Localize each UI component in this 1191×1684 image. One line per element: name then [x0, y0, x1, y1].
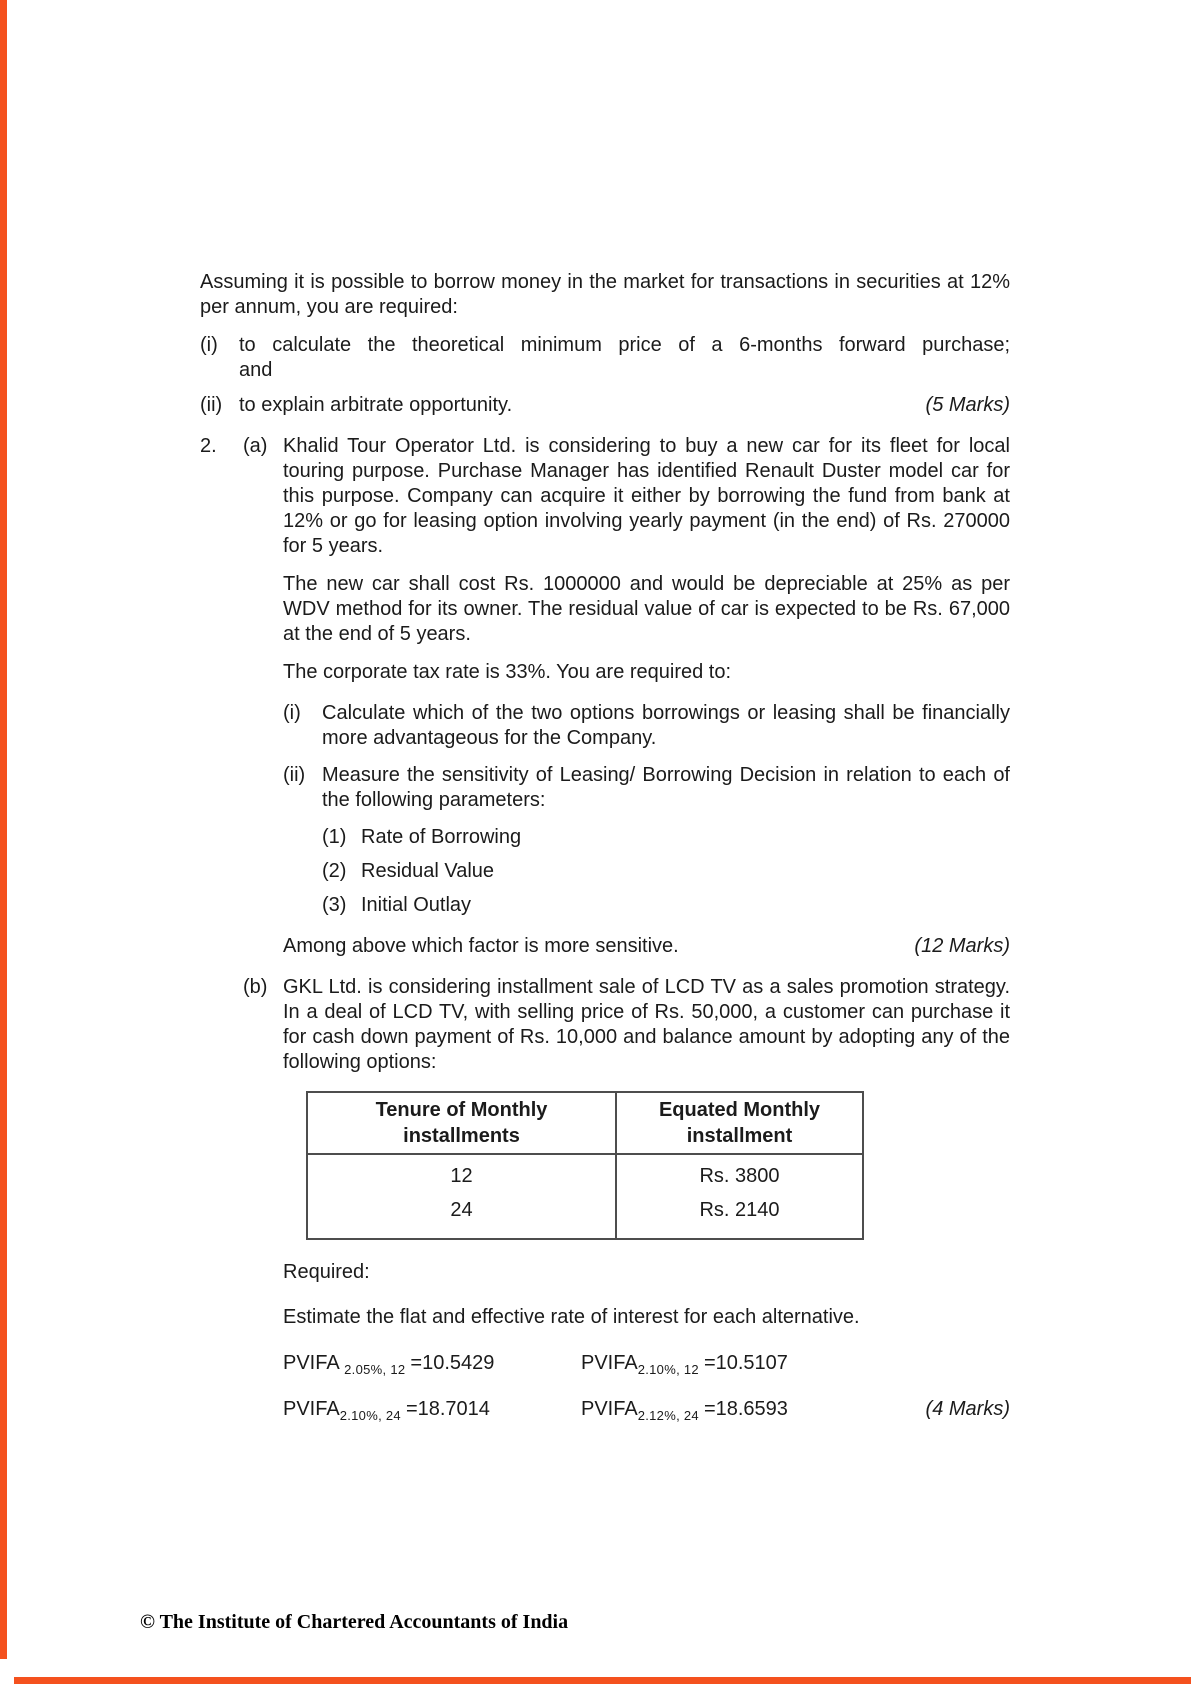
pvifa-value: =18.7014 — [405, 1398, 490, 1420]
pvifa-name: PVIFA — [581, 1398, 638, 1420]
pvifa-factor — [581, 1397, 788, 1422]
part-a-paragraph-3: The corporate tax rate is 33%. You are required to: — [283, 661, 732, 683]
marks-label: (12 Marks) — [914, 935, 1010, 957]
pvifa-name: PVIFA — [581, 1352, 638, 1374]
pvifa-subscript: 2.12%, 24 — [637, 1408, 699, 1423]
table-row — [307, 1154, 863, 1193]
part-a-item-ii — [283, 763, 1010, 813]
marks-label: (5 Marks) — [925, 394, 1010, 416]
pvifa-line-2 — [283, 1397, 1010, 1422]
part-b-body — [283, 975, 1010, 1443]
intro-paragraph: Assuming it is possible to borrow money in the market for transactions in securities at 12% per annum, you are required: — [200, 271, 1010, 318]
list-item-ii — [200, 393, 1010, 418]
footer-copyright: © The Institute of Chartered Accountants of India — [140, 1611, 569, 1633]
pvifa-subscript: 2.10%, 24 — [339, 1408, 401, 1423]
pvifa-value: =18.6593 — [703, 1398, 788, 1420]
closing-text: Among above which factor is more sensitive. — [283, 935, 679, 957]
item-text: Initial Outlay — [361, 894, 472, 916]
part-label-a: (a) — [243, 435, 268, 457]
item-label: (3) — [322, 894, 347, 916]
table-header-row — [307, 1092, 863, 1154]
item-text: Rate of Borrowing — [361, 826, 522, 848]
part-a-paragraph-1: Khalid Tour Operator Ltd. is considering to buy a new car for its fleet for local touring purpose. Purchase Manager has identified Renault Duster model car for this purpose. Company can acquire it either by borrowing the fund from bank at 12% or go for leasing option involving yearly payment (in the end) of Rs. 270000 for 5 years. — [283, 435, 1010, 557]
bottom-accent-bar — [14, 1677, 1191, 1684]
part-a-item-i — [283, 701, 1010, 751]
item-text-line2: and — [239, 359, 273, 381]
item-text: Measure the sensitivity of Leasing/ Borrowing Decision in relation to each of the following parameters: — [322, 764, 1010, 811]
part-a-closing — [283, 934, 1010, 959]
table-header-cell: Equated Monthly installment — [616, 1092, 863, 1154]
item-text-content: to explain arbitrate opportunity. — [239, 394, 513, 416]
pvifa-subscript: 2.05%, 12 — [344, 1362, 406, 1377]
item-text-line1: to calculate the theoretical minimum price of a 6-months forward purchase; — [239, 334, 1010, 356]
item-text: Calculate which of the two options borrowings or leasing shall be financially more advantageous for the Company. — [322, 702, 1010, 749]
question-number: 2. — [200, 435, 217, 457]
page-content — [200, 270, 1010, 1443]
item-label: (2) — [322, 860, 347, 882]
pvifa-value: =10.5429 — [410, 1352, 495, 1374]
sub-item-2 — [322, 859, 1010, 884]
item-label: (ii) — [200, 394, 223, 416]
estimate-text: Estimate the flat and effective rate of interest for each alternative. — [283, 1306, 860, 1328]
part-b-paragraph-1: GKL Ltd. is considering installment sale of LCD TV as a sales promotion strategy. In a deal of LCD TV, with selling price of Rs. 50,000, a customer can purchase it for cash down payment of Rs. 10,000 and balance amount by adopting any of the following options: — [283, 976, 1010, 1073]
item-label: (1) — [322, 826, 347, 848]
pvifa-factor — [283, 1351, 581, 1376]
question-2b — [200, 975, 1010, 1443]
item-text — [239, 333, 1010, 383]
item-label: (i) — [200, 334, 218, 356]
item-text: Residual Value — [361, 860, 495, 882]
table-cell: 24 — [307, 1193, 616, 1239]
list-item-i — [200, 333, 1010, 383]
table-header-cell: Tenure of Monthly installments — [307, 1092, 616, 1154]
table-cell: 12 — [307, 1154, 616, 1193]
item-text — [239, 393, 1010, 418]
item-label: (i) — [283, 702, 301, 724]
required-label: Required: — [283, 1261, 370, 1283]
pvifa-value: =10.5107 — [703, 1352, 788, 1374]
left-accent-bar — [0, 0, 7, 1659]
item-label: (ii) — [283, 764, 306, 786]
pvifa-name: PVIFA — [283, 1398, 340, 1420]
table-cell: Rs. 2140 — [616, 1193, 863, 1239]
pvifa-factor — [581, 1351, 788, 1376]
table-row — [307, 1193, 863, 1239]
pvifa-subscript: 2.10%, 12 — [637, 1362, 699, 1377]
pvifa-line-1 — [283, 1351, 1010, 1376]
part-a-paragraph-2: The new car shall cost Rs. 1000000 and would be depreciable at 25% as per WDV method for its owner. The residual value of car is expected to be Rs. 67,000 at the end of 5 years. — [283, 573, 1010, 645]
marks-label: (4 Marks) — [925, 1398, 1010, 1420]
sub-item-1 — [322, 825, 1010, 850]
table-cell: Rs. 3800 — [616, 1154, 863, 1193]
pvifa-factor — [283, 1397, 581, 1422]
sub-item-3 — [322, 893, 1010, 918]
installment-table — [306, 1091, 864, 1240]
pvifa-name: PVIFA — [283, 1352, 345, 1374]
part-label-b: (b) — [243, 976, 268, 998]
part-a-body — [283, 434, 1010, 975]
question-2a — [200, 434, 1010, 975]
